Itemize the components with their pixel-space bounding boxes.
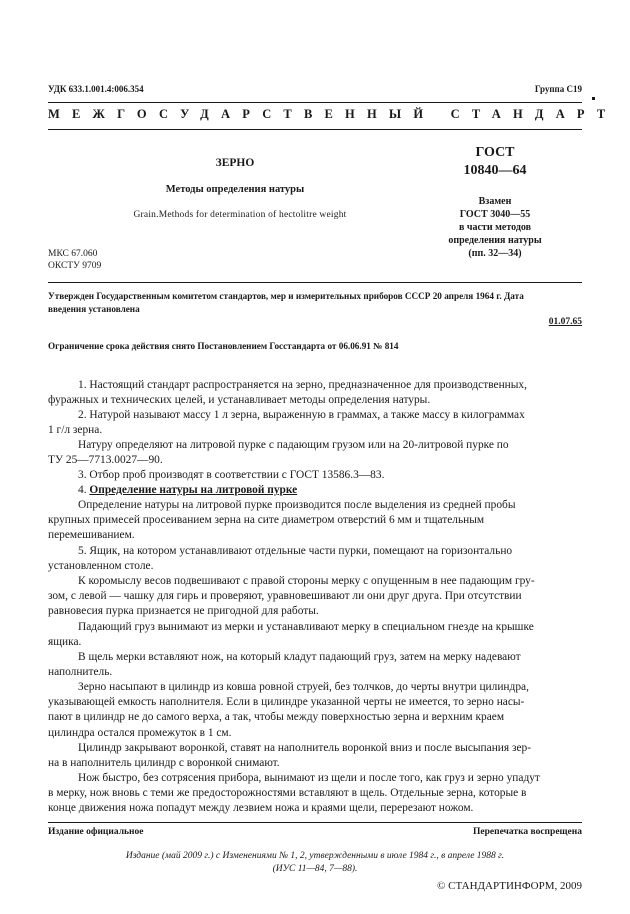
paragraph-9 [48,620,582,650]
text-line: установленном столе. [48,560,154,573]
paragraph-10 [48,650,582,680]
udk-code: УДК 633.1.001.4:006.354 [48,84,144,94]
reprint-notice: Перепечатка воспрещена [472,827,582,837]
replaces-line: определения натуры [448,235,542,246]
gost-label: ГОСТ [475,145,515,160]
text-line: 1. Настоящий стандарт распространяется на зерно, предназначенное для производственных, [78,379,527,391]
replaces-label: Взамен [478,196,512,207]
text-line: Падающий груз вынимают из мерки и устанавливают мерку в специальном гнезде на крышке [78,621,534,633]
mks-code: МКС 67.060 [48,249,98,259]
text-line: Нож быстро, без сотрясения прибора, вынимают из щели и после того, как груз и зерно упадут [78,772,540,784]
corner-dot [592,97,595,100]
doc-subtitle: Методы определения натуры [165,184,305,195]
okstu-code: ОКСТУ 9709 [48,261,102,271]
paragraph-3 [48,438,582,468]
text-line: цилиндра остался промежуток в 1 см. [48,726,232,739]
gost-number: 10840—64 [463,163,527,178]
text-line: 5. Ящик, на котором устанавливают отдельные части пурки, помещают на горизонтально [78,545,513,557]
paragraph-11 [48,680,582,741]
text-line: Цилиндр закрывают воронкой, ставят на наполнитель воронкой вниз и после высыпания зер- [78,742,532,754]
text-line: 2. Натурой называют массу 1 л зерна, выраженную в граммах, а также массу в килограммах [78,409,525,421]
text-line: перемешиванием. [48,529,135,542]
text-line: 3. Отбор проб производят в соответствии с ГОСТ 13586.3—83. [78,469,385,481]
edition-note: (ИУС 11—84, 7—88). [272,864,358,874]
interstate-rule [48,129,582,130]
paragraph-5 [48,483,582,498]
approval-text: Утвержден Государственным комитетом стандартов, мер и измерительных приборов СССР 20 апреля 1964 г. Дата [48,291,524,301]
paragraph-2 [48,408,582,438]
text-line: конце движения ножа попадут между лезвием ножа и краями щели, перерезают ножом. [48,802,474,815]
text-line: на в наполнитель цилиндр с воронкой снимают. [48,757,280,770]
english-title: Grain.Methods for determination of hectolitre weight [133,210,347,220]
title-rule [48,282,582,283]
paragraph-8 [48,574,582,620]
paragraph-7 [48,544,582,574]
text-line: ящика. [48,636,82,649]
paragraph-4 [48,468,582,483]
text-line: К коромыслу весов подвешивают с правой стороны мерку с опущенным в нее падающим гру- [78,575,535,587]
group-code: Группа С19 [534,84,582,94]
section-number: 4. [78,484,87,496]
text-line: наполнитель. [48,666,113,679]
text-line: Определение натуры на литровой пурке производится после выделения из средней пробы [78,499,516,511]
replaces-line: (пп. 32—34) [468,248,522,259]
replaces-line: ГОСТ 3040—55 [459,209,531,220]
official-edition: Издание официальное [48,827,144,837]
replaces-line: в части методов [458,222,532,233]
paragraph-12 [48,741,582,771]
text-line: равновесия пурка признается не пригодной для работы. [48,605,319,618]
top-rule [48,102,582,103]
text-line: Зерно насыпают в цилиндр из ковша ровной струей, без толчков, до черты внутри цилиндра, [78,681,529,693]
section-title: Определение натуры на литровой пурке [89,484,298,496]
text-line: в мерку, нож вновь с теми же предосторожностями вставляют в щель. Отдельные зерна, которые в [48,787,527,800]
footer-rule [48,822,582,823]
paragraph-13 [48,771,582,817]
edition-note: Издание (май 2009 г.) с Изменениями № 1, 2, утвержденными в июле 1984 г., в апреле 1988 г. [125,851,505,861]
text-line: ТУ 25—7713.0027—90. [48,454,163,467]
text-line: Натуру определяют на литровой пурке с падающим грузом или на 20-литровой пурке по [78,439,509,451]
text-line: указывающей емкость наполнителя. Если в цилиндре указанной черты не имеется, то зерно насы- [48,696,525,709]
paragraph-6 [48,498,582,544]
approval-date: 01.07.65 [548,317,582,327]
approval-text: введения установлена [48,304,140,314]
paragraph-1 [48,378,582,408]
doc-title: ЗЕРНО [215,157,255,169]
copyright: © СТАНДАРТИНФОРМ, 2009 [437,880,582,892]
interstate-heading: МЕЖГОСУДАРСТВЕННЫЙ СТАНДАРТ [48,107,618,121]
text-line: зом, с левой — чашку для гирь и проверяют, уравновешивают ли они друг друга. При отсутствии [48,590,522,603]
limitation-text: Ограничение срока действия снято Постановлением Госстандарта от 06.06.91 № 814 [48,341,399,351]
text-line: фуражных и технических целей, и устанавливает методы определения натуры. [48,394,431,407]
text-line: 1 г/л зерна. [48,424,103,437]
text-line: пают в цилиндр не до самого верха, а так, чтобы между поверхностью зерна и верхним краем [48,711,505,724]
text-line [48,483,582,498]
text-line: крупных примесей просеиванием зерна на сите диаметром отверстий 6 мм и тщательным [48,514,485,527]
text-line: В щель мерки вставляют нож, на который кладут падающий груз, затем на мерку надевают [78,651,521,663]
